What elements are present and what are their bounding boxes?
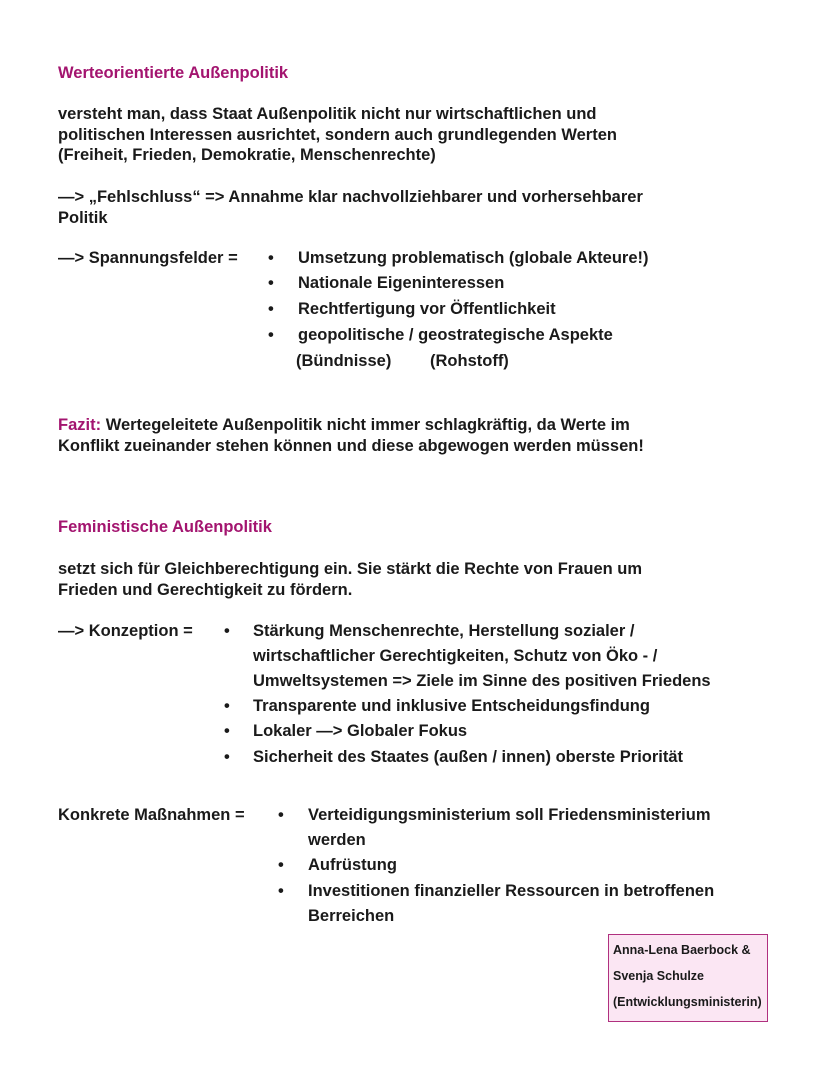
note-line: Svenja Schulze	[613, 969, 705, 983]
note-line: Anna-Lena Baerbock &	[613, 943, 751, 957]
text-line: Wertegeleitete Außenpolitik nicht immer schlagkräftig, da Werte im	[105, 416, 630, 434]
list-item: Aufrüstung	[308, 856, 397, 874]
bullet-icon: •	[268, 300, 274, 318]
bullet-icon: •	[224, 622, 230, 640]
text-line: politischen Interessen ausrichtet, sondern auch grundlegenden Werten	[58, 125, 617, 144]
fazit-label: Fazit:	[58, 416, 102, 434]
list-item: Nationale Eigeninteressen	[298, 274, 505, 292]
list-item: wirtschaftlicher Gerechtigkeiten, Schutz von Öko - /	[253, 647, 658, 665]
bullet-icon: •	[224, 748, 230, 766]
list-item: Umweltsystemen => Ziele im Sinne des positiven Friedens	[253, 672, 711, 690]
intro-werte	[58, 104, 758, 166]
list-item: Berreichen	[308, 907, 395, 925]
list-item: Sicherheit des Staates (außen / innen) oberste Priorität	[253, 748, 684, 766]
list-item: geopolitische / geostrategische Aspekte	[298, 326, 613, 344]
list-item: Stärkung Menschenrechte, Herstellung sozialer /	[253, 622, 635, 640]
text-line: Politik	[58, 208, 108, 227]
bullet-icon: •	[268, 274, 274, 292]
list-item: Lokaler —> Globaler Fokus	[253, 722, 468, 740]
note-rohstoff: (Rohstoff)	[430, 352, 509, 370]
heading-werteorientierte: Werteorientierte Außenpolitik	[58, 64, 289, 82]
bullet-icon: •	[268, 249, 274, 267]
list-item: werden	[308, 831, 366, 849]
bullet-icon: •	[278, 882, 284, 900]
list-item: Investitionen finanzieller Ressourcen in betroffenen	[308, 882, 715, 900]
text-line: Konflikt zueinander stehen können und diese abgewogen werden müssen!	[58, 436, 644, 455]
massnahmen-label: Konkrete Maßnahmen =	[58, 806, 245, 824]
bullet-icon: •	[278, 856, 284, 874]
note-buendnisse: (Bündnisse)	[296, 352, 392, 370]
text-line: (Freiheit, Frieden, Demokratie, Menschenrechte)	[58, 146, 436, 164]
spannungsfelder-label: —> Spannungsfelder =	[58, 249, 238, 267]
bullet-icon: •	[224, 697, 230, 715]
text-line: setzt sich für Gleichberechtigung ein. Sie stärkt die Rechte von Frauen um	[58, 560, 643, 578]
note-box	[608, 934, 768, 1022]
fehlschluss	[58, 187, 758, 228]
list-item: Rechtfertigung vor Öffentlichkeit	[298, 300, 556, 318]
note-line: (Entwicklungsministerin)	[613, 995, 762, 1009]
fazit	[58, 415, 758, 456]
list-item: Verteidigungsministerium soll Friedensministerium	[308, 806, 711, 824]
bullet-icon: •	[224, 722, 230, 740]
heading-feministische: Feministische Außenpolitik	[58, 518, 272, 536]
list-item: Umsetzung problematisch (globale Akteure!)	[298, 249, 649, 267]
bullet-icon: •	[268, 326, 274, 344]
text-line: Frieden und Gerechtigkeit zu fördern.	[58, 580, 353, 599]
text-line: —> „Fehlschluss“ => Annahme klar nachvollziehbarer und vorhersehbarer	[58, 188, 643, 206]
list-item: Transparente und inklusive Entscheidungsfindung	[253, 697, 650, 715]
intro-feministisch	[58, 559, 758, 600]
bullet-icon: •	[278, 806, 284, 824]
text-line: versteht man, dass Staat Außenpolitik nicht nur wirtschaftlichen und	[58, 105, 597, 123]
konzeption-label: —> Konzeption =	[58, 622, 193, 640]
